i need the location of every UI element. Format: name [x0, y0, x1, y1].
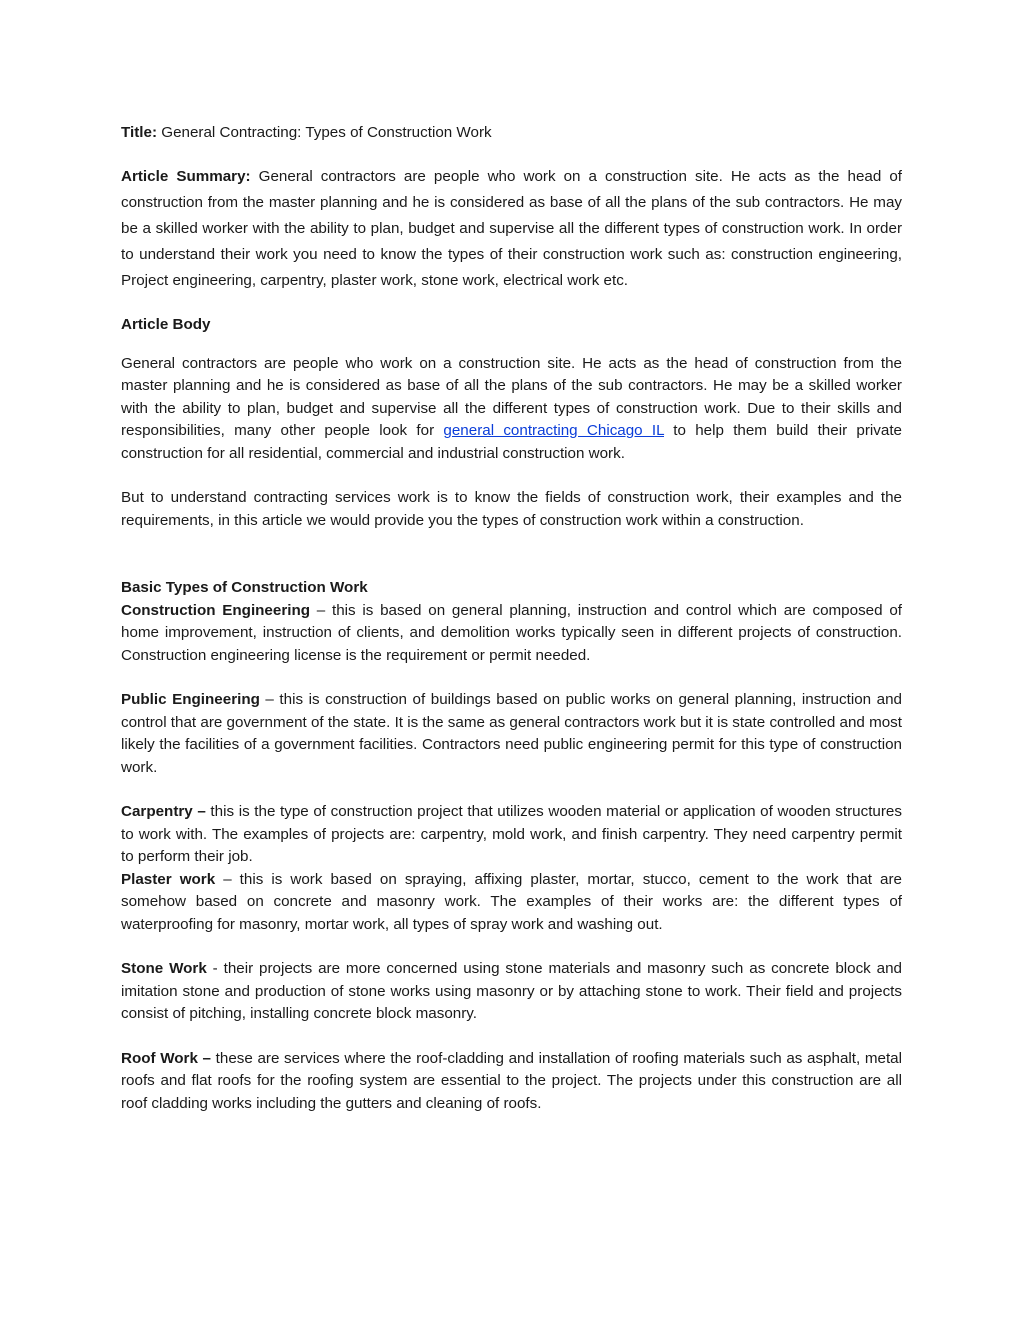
- plaster-work-text: – this is work based on spraying, affixing plaster, mortar, stucco, cement to the work that are somehow based on concrete and masonry work. The examples of their works are: the different types of waterproofing for masonry, mortar work, all types of spray work and washing out.: [121, 870, 902, 933]
- roof-work-text: these are services where the roof-cladding and installation of roofing materials such as asphalt, metal roofs and flat roofs for the roofing system are essential to the project. The projects under this construction are all roof cladding works including the gutters and cleaning of roofs.: [121, 1049, 902, 1112]
- section-construction-engineering: [121, 600, 902, 668]
- general-contracting-link[interactable]: general contracting Chicago IL: [443, 422, 664, 439]
- section-public-engineering: [121, 689, 902, 779]
- stone-work-text: - their projects are more concerned using stone materials and masonry such as concrete block and imitation stone and production of stone works using masonry or by attaching stone to work. Their field and projects consist of pitching, installing concrete block masonry.: [121, 960, 902, 1022]
- summary-text: General contractors are people who work on a construction site. He acts as the head of construction from the master planning and he is considered as base of all the plans of the sub contractors. He may be a skilled worker with the ability to plan, budget and supervise all the different types of construction work. In order to understand their work you need to know the types of their construction work such as: construction engineering, Project engineering, carpentry, plaster work, stone work, electrical work etc.: [121, 168, 903, 289]
- title-label: Title:: [121, 124, 158, 141]
- article-summary: [121, 164, 902, 294]
- types-heading-text: Basic Types of Construction Work: [121, 579, 368, 596]
- intro-text-after-link: to help them build their private construction for all residential, commercial and industrial construction work.: [121, 422, 902, 462]
- section-stone-work: [121, 958, 902, 1026]
- intro-paragraph: [121, 353, 902, 466]
- intro-text-before-link: General contractors are people who work on a construction site. He acts as the head of construction from the master planning and he is considered as base of all the plans of the sub contractors. He may be a skilled worker with the ability to plan, budget and supervise all the different types of construction work. Due to their skills and responsibilities, many other people look for: [121, 354, 902, 439]
- public-engineering-term: Public Engineering: [121, 691, 260, 708]
- public-engineering-text: – this is construction of buildings based on public works on general planning, instruction and control that are government of the state. It is the same as general contractors work but it is state controlled and most likely the facilities of a government facilities. Contractors need public engineering permit for this type of construction work.: [121, 691, 902, 776]
- construction-engineering-term: Construction Engineering: [121, 601, 311, 619]
- section-carpentry: [121, 801, 902, 869]
- article-body-heading: [121, 314, 902, 337]
- roof-work-term: Roof Work –: [121, 1049, 212, 1067]
- types-heading: [121, 577, 902, 600]
- section-plaster-work: [121, 869, 902, 937]
- carpentry-text: this is the type of construction project that utilizes wooden material or application of wooden structures to work with. The examples of projects are: carpentry, mold work, and finish carpentry. They need carpentry permit to perform their job.: [121, 803, 902, 865]
- article-body-heading-text: Article Body: [121, 316, 211, 333]
- carpentry-term: Carpentry –: [121, 803, 206, 820]
- stone-work-term: Stone Work: [121, 960, 207, 977]
- document-page: [121, 120, 902, 1115]
- construction-engineering-text: – this is based on general planning, instruction and control which are composed of home improvement, instruction of clients, and demolition works typically seen in different projects of construction. Construction engineering license is the requirement or permit needed.: [121, 601, 902, 664]
- summary-label: Article Summary:: [121, 168, 251, 185]
- section-roof-work: [121, 1048, 902, 1116]
- title-text: General Contracting: Types of Construction Work: [161, 124, 492, 141]
- article-title: [121, 120, 902, 146]
- plaster-work-term: Plaster work: [121, 870, 216, 888]
- intro-paragraph-2: But to understand contracting services work is to know the fields of construction work, their examples and the requirements, in this article we would provide you the types of construction work within a construction.: [121, 489, 902, 529]
